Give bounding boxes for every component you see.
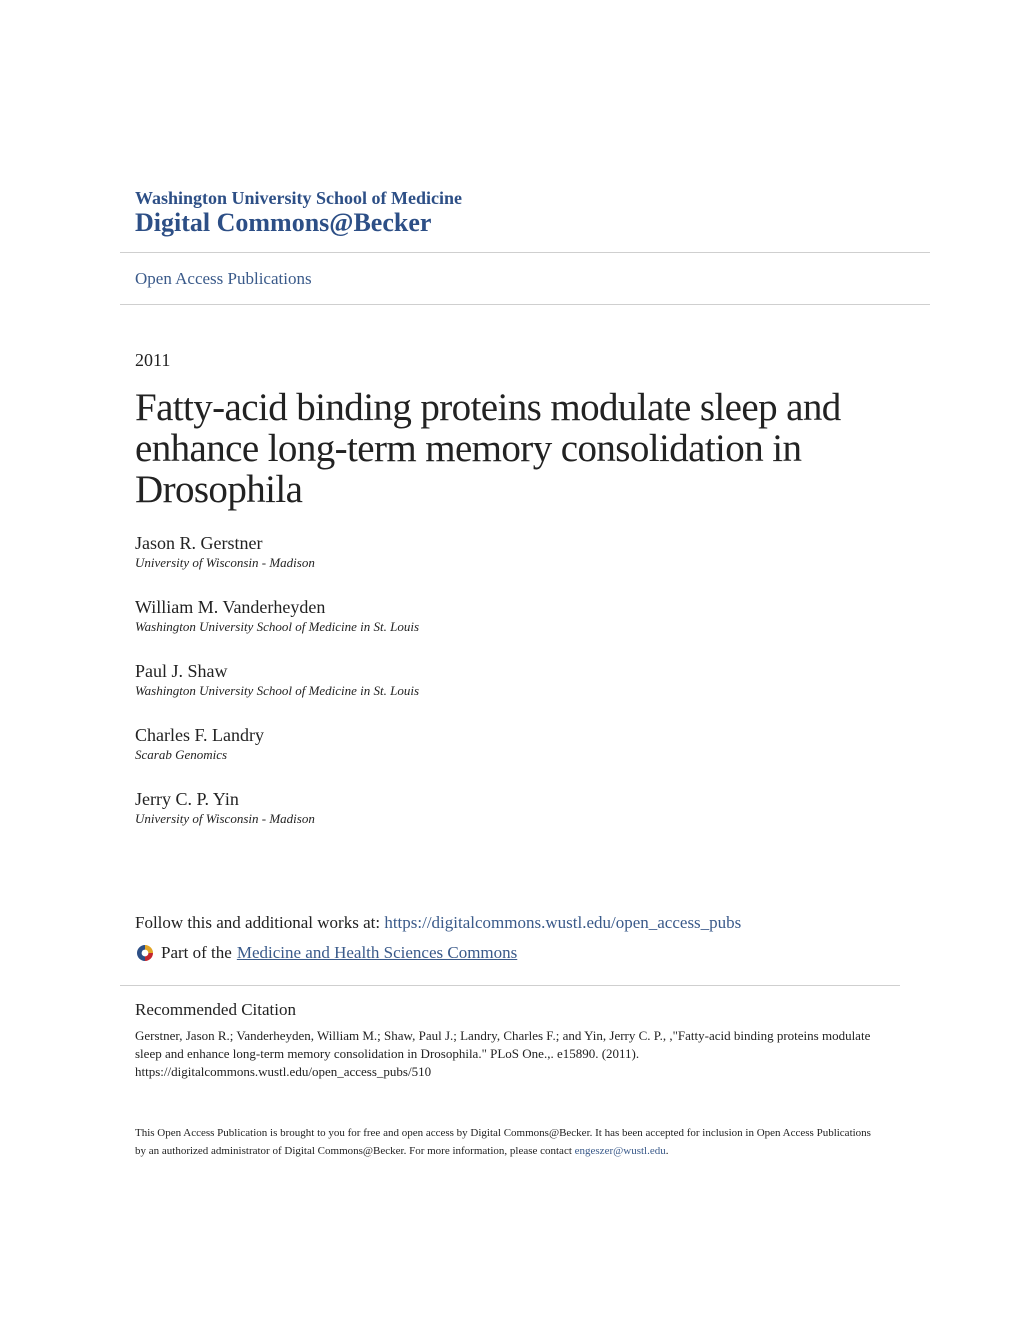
footer-notice [135,1124,875,1160]
follow-line [135,913,741,933]
author-block [135,724,264,764]
author-block [135,532,315,572]
author-block [135,660,419,700]
citation-heading: Recommended Citation [135,1000,296,1019]
author-name[interactable]: Jerry C. P. Yin [135,789,239,809]
author-name[interactable]: Jason R. Gerstner [135,533,263,553]
divider [120,252,930,253]
divider [120,985,900,986]
collection-link[interactable]: Open Access Publications [135,269,312,288]
footer-text: This Open Access Publication is brought to you for free and open access by Digital Commons@Becker. It has been accepted for inclusion in Open Access Publications by an authorized administrator of Digital Commons@Becker. For more information, please contact [135,1127,871,1157]
divider [120,304,930,305]
footer-end: . [665,1145,669,1157]
citation-body [135,1027,875,1081]
repository-name[interactable]: Digital Commons@Becker [135,208,432,237]
author-block [135,788,315,828]
commons-link[interactable]: Medicine and Health Sciences Commons [236,943,518,962]
author-affiliation: University of Wisconsin - Madison [135,811,315,826]
part-of-label: Part of the [161,943,232,962]
author-name[interactable]: William M. Vanderheyden [135,597,326,617]
network-icon [135,943,155,963]
author-block [135,596,419,636]
author-affiliation: Washington University School of Medicine in St. Louis [135,683,420,698]
part-of-line [135,943,517,963]
author-name[interactable]: Charles F. Landry [135,725,265,745]
contact-email-link[interactable]: engeszer@wustl.edu [574,1145,666,1157]
author-affiliation: Scarab Genomics [135,747,228,762]
citation-url[interactable]: https://digitalcommons.wustl.edu/open_access_pubs/510 [135,1064,432,1079]
collection-url-link[interactable]: https://digitalcommons.wustl.edu/open_access_pubs [384,913,742,932]
article-title: Fatty-acid binding proteins modulate sleep and enhance long-term memory consolidation in Drosophila [135,386,841,511]
citation-text: Gerstner, Jason R.; Vanderheyden, William M.; Shaw, Paul J.; Landry, Charles F.; and Yin, Jerry C. P., ,"Fatty-acid binding proteins modulate sleep and enhance long-term memory consolidation in Drosophila." PLoS One.,. e15890. (2011). [135,1028,871,1061]
author-name[interactable]: Paul J. Shaw [135,661,228,681]
follow-label: Follow this and additional works at: [135,913,385,932]
publication-year: 2011 [135,350,171,370]
author-affiliation: University of Wisconsin - Madison [135,555,315,570]
institution-name[interactable]: Washington University School of Medicine [135,188,463,208]
author-affiliation: Washington University School of Medicine in St. Louis [135,619,420,634]
